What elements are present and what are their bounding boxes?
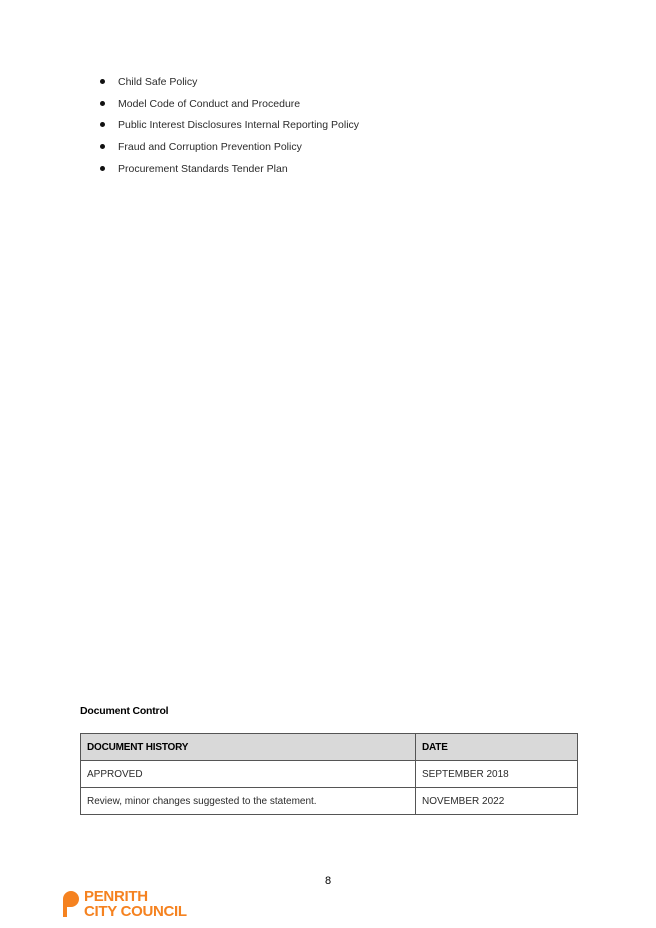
history-cell: Review, minor changes suggested to the statement.	[81, 788, 416, 815]
logo-text-line1: PENRITH	[84, 888, 148, 905]
policy-label: Child Safe Policy	[118, 76, 198, 88]
date-cell: SEPTEMBER 2018	[416, 761, 578, 788]
list-item	[98, 161, 359, 183]
policy-label: Fraud and Corruption Prevention Policy	[118, 141, 302, 154]
policy-label: Model Code of Conduct and Procedure	[118, 97, 301, 110]
table-header-row	[81, 734, 578, 761]
list-item	[98, 117, 359, 139]
logo-text-line2: CITY COUNCIL	[84, 903, 187, 920]
column-header-date: DATE	[416, 734, 578, 761]
history-cell: APPROVED	[81, 761, 416, 788]
bullet-icon	[100, 166, 105, 171]
document-control-title: Document Control	[80, 705, 169, 717]
list-item	[98, 74, 359, 96]
policy-list	[98, 74, 359, 182]
column-header-document-history: DOCUMENT HISTORY	[81, 734, 416, 761]
date-cell: NOVEMBER 2022	[416, 788, 578, 815]
bullet-icon	[100, 122, 105, 127]
bullet-icon	[100, 144, 105, 149]
list-item	[98, 96, 359, 118]
bullet-icon	[100, 101, 105, 106]
table-row	[81, 761, 578, 788]
bullet-icon	[100, 79, 105, 84]
policy-label: Public Interest Disclosures Internal Reporting Policy	[118, 119, 360, 132]
document-history-table	[80, 733, 578, 815]
list-item	[98, 139, 359, 161]
page-number: 8	[324, 875, 332, 887]
table-row	[81, 788, 578, 815]
logo-mark-icon	[60, 888, 82, 918]
policy-label: Procurement Standards Tender Plan	[118, 162, 288, 175]
penrith-city-council-logo	[60, 887, 220, 921]
